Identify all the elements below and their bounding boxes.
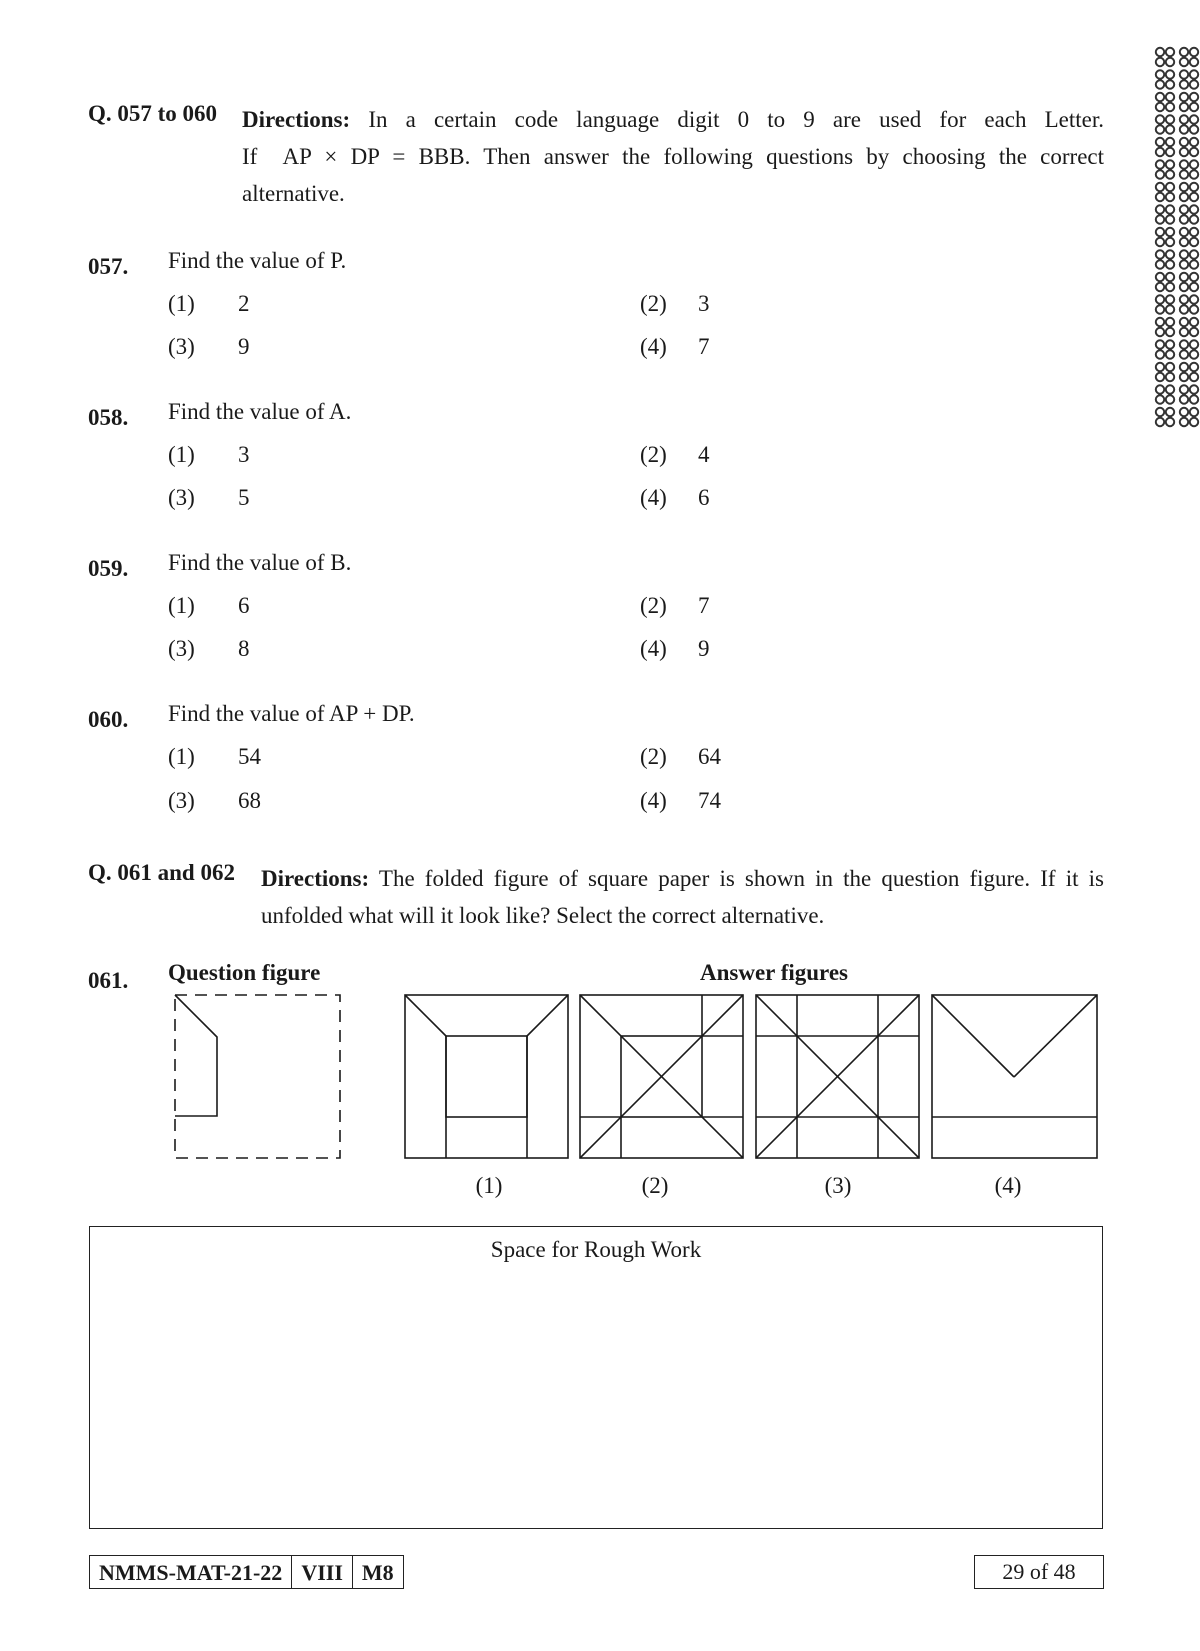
option-value: 68 <box>238 788 261 813</box>
directions-label: Directions: <box>261 866 370 891</box>
directions-label: Directions: <box>242 107 351 132</box>
question-number: 058. <box>88 405 129 430</box>
answer-figure-label-3: (3) <box>824 1173 852 1198</box>
directions-question-range: Q. 057 to 060 <box>88 101 218 126</box>
answer-figure-4[interactable] <box>932 995 1097 1158</box>
option-number: (3) <box>168 636 195 661</box>
rough-work-title: Space for Rough Work <box>490 1237 702 1262</box>
answer-figure-3[interactable] <box>756 995 919 1158</box>
directions-question-range: Q. 061 and 062 <box>88 860 235 885</box>
option-number: (3) <box>168 788 195 813</box>
question-figure <box>175 995 340 1158</box>
directions-line-1: The folded figure of square paper is shown in the question figure. If it is <box>378 866 1104 891</box>
question-number: 057. <box>88 254 129 279</box>
directions-line-1: In a certain code language digit 0 to 9 are used for each Letter. <box>368 107 1105 132</box>
option-number: (2) <box>640 593 667 618</box>
option-value: 4 <box>698 442 710 467</box>
rough-work-box <box>89 1226 1103 1529</box>
answer-figure-label-1: (1) <box>475 1173 503 1198</box>
page-number: 29 of 48 <box>974 1555 1104 1589</box>
question-text: Find the value of AP + DP. <box>168 701 415 726</box>
footer-class: VIII <box>291 1556 352 1588</box>
question-figure-label: Question figure <box>168 960 321 985</box>
directions-line-3: alternative. <box>242 181 345 206</box>
option-number: (1) <box>168 291 195 316</box>
option-value: 6 <box>238 593 250 618</box>
option-number: (3) <box>168 485 195 510</box>
option-value: 64 <box>698 744 721 769</box>
option-value: 5 <box>238 485 250 510</box>
directions-line-2: If AP × DP = BBB. Then answer the following questions by choosing the correct <box>242 144 1104 169</box>
question-number: 061. <box>88 968 129 993</box>
option-value: 8 <box>238 636 250 661</box>
answer-figure-1[interactable] <box>405 995 568 1158</box>
option-value: 7 <box>698 593 710 618</box>
option-value: 6 <box>698 485 710 510</box>
question-text: Find the value of B. <box>168 550 352 575</box>
option-value: 9 <box>238 334 250 359</box>
answer-figures-label: Answer figures <box>700 960 849 985</box>
option-number: (4) <box>640 334 667 359</box>
option-number: (1) <box>168 593 195 618</box>
option-number: (1) <box>168 442 195 467</box>
footer-paper-code <box>89 1555 404 1589</box>
option-number: (4) <box>640 788 667 813</box>
footer-set: M8 <box>352 1556 403 1588</box>
footer-exam-code: NMMS-MAT-21-22 <box>99 1560 283 1585</box>
question-number: 059. <box>88 556 129 581</box>
option-value: 7 <box>698 334 710 359</box>
option-number: (4) <box>640 485 667 510</box>
answer-figure-label-2: (2) <box>641 1173 669 1198</box>
answer-figure-label-4: (4) <box>994 1173 1022 1198</box>
answer-figure-2[interactable] <box>580 995 743 1158</box>
option-value: 54 <box>238 744 261 769</box>
option-value: 9 <box>698 636 710 661</box>
option-number: (2) <box>640 744 667 769</box>
question-text: Find the value of P. <box>168 248 347 273</box>
option-value: 2 <box>238 291 250 316</box>
option-number: (2) <box>640 291 667 316</box>
option-number: (4) <box>640 636 667 661</box>
option-number: (1) <box>168 744 195 769</box>
option-value: 3 <box>238 442 250 467</box>
option-value: 74 <box>698 788 721 813</box>
option-value: 3 <box>698 291 710 316</box>
question-text: Find the value of A. <box>168 399 352 424</box>
directions-line-2: unfolded what will it look like? Select the correct alternative. <box>261 903 825 928</box>
option-number: (3) <box>168 334 195 359</box>
option-number: (2) <box>640 442 667 467</box>
question-number: 060. <box>88 707 129 732</box>
